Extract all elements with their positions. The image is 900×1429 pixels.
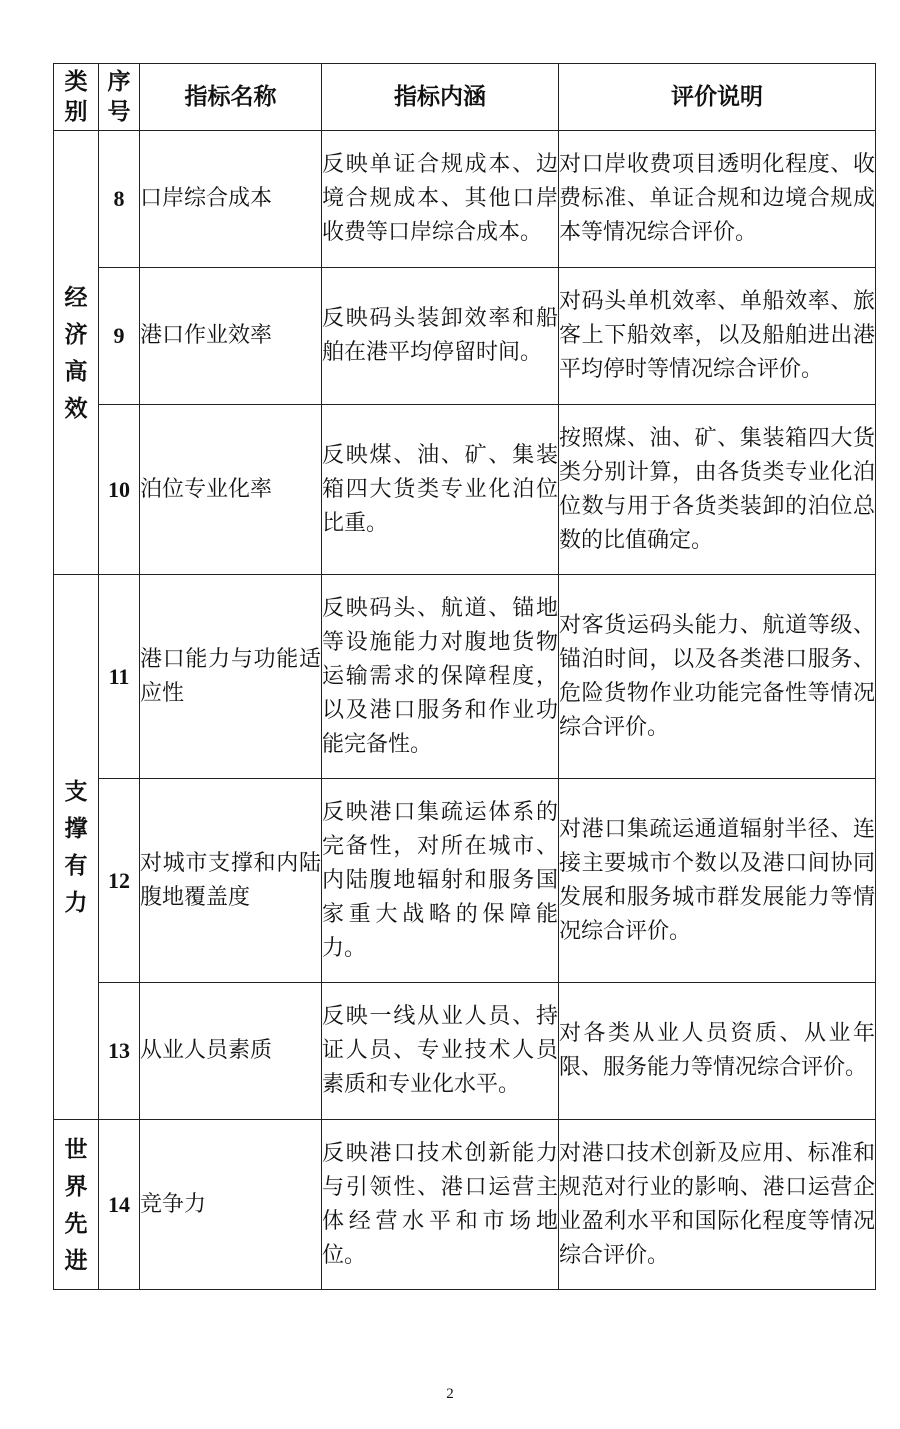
indicator-evaluation: 对港口集疏运通道辐射半径、连接主要城市个数以及港口间协同发展和服务城市群发展能力等情况综合评价。 xyxy=(559,779,876,983)
row-number: 8 xyxy=(99,131,140,268)
indicator-table xyxy=(53,63,876,1290)
header-name: 指标名称 xyxy=(140,64,322,131)
row-number: 14 xyxy=(99,1120,140,1290)
indicator-definition: 反映单证合规成本、边境合规成本、其他口岸收费等口岸综合成本。 xyxy=(322,131,559,268)
indicator-name: 港口作业效率 xyxy=(140,268,322,405)
table-row xyxy=(54,268,876,405)
table-row xyxy=(54,131,876,268)
table-row xyxy=(54,1120,876,1290)
header-category: 类别 xyxy=(54,64,99,131)
indicator-definition: 反映码头、航道、锚地等设施能力对腹地货物运输需求的保障程度，以及港口服务和作业功能完备性。 xyxy=(322,575,559,779)
table-row xyxy=(54,779,876,983)
indicator-evaluation: 对客货运码头能力、航道等级、锚泊时间，以及各类港口服务、危险货物作业功能完备性等情况综合评价。 xyxy=(559,575,876,779)
indicator-name: 从业人员素质 xyxy=(140,983,322,1120)
indicator-name: 泊位专业化率 xyxy=(140,405,322,575)
row-number: 10 xyxy=(99,405,140,575)
indicator-definition: 反映码头装卸效率和船舶在港平均停留时间。 xyxy=(322,268,559,405)
indicator-definition: 反映港口集疏运体系的完备性，对所在城市、内陆腹地辐射和服务国家重大战略的保障能力。 xyxy=(322,779,559,983)
indicator-name: 港口能力与功能适应性 xyxy=(140,575,322,779)
indicator-evaluation: 对港口技术创新及应用、标准和规范对行业的影响、港口运营企业盈利水平和国际化程度等情况综合评价。 xyxy=(559,1120,876,1290)
category-cell: 经济高效 xyxy=(54,131,99,575)
table-row xyxy=(54,575,876,779)
header-definition: 指标内涵 xyxy=(322,64,559,131)
category-cell: 世界先进 xyxy=(54,1120,99,1290)
table-header-row xyxy=(54,64,876,131)
indicator-name: 对城市支撑和内陆腹地覆盖度 xyxy=(140,779,322,983)
header-number: 序号 xyxy=(99,64,140,131)
row-number: 11 xyxy=(99,575,140,779)
indicator-name: 竞争力 xyxy=(140,1120,322,1290)
page-number: 2 xyxy=(446,1386,454,1402)
indicator-evaluation: 对各类从业人员资质、从业年限、服务能力等情况综合评价。 xyxy=(559,983,876,1120)
indicator-name: 口岸综合成本 xyxy=(140,131,322,268)
indicator-definition: 反映港口技术创新能力与引领性、港口运营主体经营水平和市场地位。 xyxy=(322,1120,559,1290)
row-number: 9 xyxy=(99,268,140,405)
row-number: 13 xyxy=(99,983,140,1120)
row-number: 12 xyxy=(99,779,140,983)
table-row xyxy=(54,983,876,1120)
indicator-evaluation: 对码头单机效率、单船效率、旅客上下船效率，以及船舶进出港平均停时等情况综合评价。 xyxy=(559,268,876,405)
indicator-definition: 反映煤、油、矿、集装箱四大货类专业化泊位比重。 xyxy=(322,405,559,575)
indicator-evaluation: 对口岸收费项目透明化程度、收费标准、单证合规和边境合规成本等情况综合评价。 xyxy=(559,131,876,268)
header-evaluation: 评价说明 xyxy=(559,64,876,131)
table-row xyxy=(54,405,876,575)
indicator-evaluation: 按照煤、油、矿、集装箱四大货类分别计算，由各货类专业化泊位数与用于各货类装卸的泊位总数的比值确定。 xyxy=(559,405,876,575)
category-cell: 支撑有力 xyxy=(54,575,99,1120)
indicator-definition: 反映一线从业人员、持证人员、专业技术人员素质和专业化水平。 xyxy=(322,983,559,1120)
